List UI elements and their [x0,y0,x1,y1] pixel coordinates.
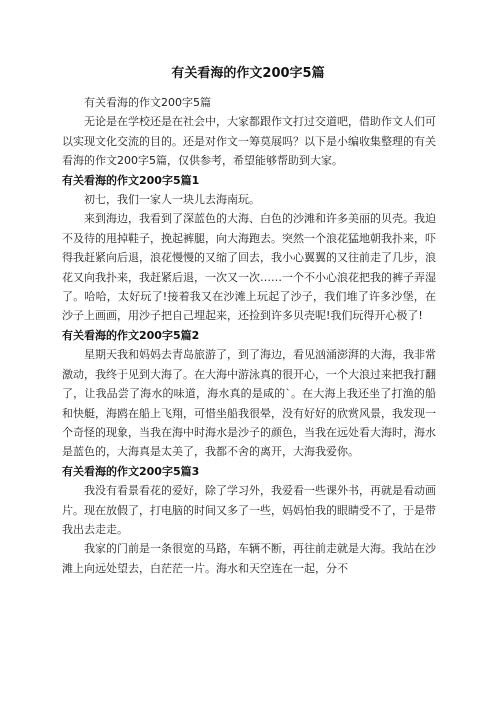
paragraph: 有关看海的作文200字5篇 [84,96,211,109]
paragraph: 来到海边，我看到了深蓝色的大海、白色的沙滩和许多美丽的贝壳。我迫不及待的甩掉鞋子，挽起裤腿，向大海跑去。突然一个浪花猛地朝我扑来，吓得我赶紧向后退，浪花慢慢的又缩了回去，我小心翼翼的又往前走了几步，浪花又向我扑来，我赶紧后退，一次又一次……一个不小心浪花把我的裤子弄湿了。哈哈，太好玩了!接着我又在沙滩上玩起了沙子，我们堆了许多沙堡，在沙子上画画，用沙子把自己埋起来，还捡到许多贝壳呢!我们玩得开心极了! [62,212,436,323]
paragraph: 我没有看景看花的爱好，除了学习外，我爱看一些课外书，再就是看动画片。现在放假了，打电脑的时间又多了一些，妈妈怕我的眼睛受不了，于是带我出去走走。 [62,484,436,536]
section-heading: 有关看海的作文200字5篇1 [62,173,200,187]
paragraph: 星期天我和妈妈去青岛旅游了，到了海边，看见汹涌澎湃的大海，我非常激动，我终于见到大海了。在大海中游泳真的很开心，一个大浪过来把我打翻了，让我品尝了海水的味道，海水真的是咸的`。在大海上我还坐了打渔的船和快艇，海鸥在船上飞翔，可惜坐船我很晕，没有好好的欣赏风景，我发现一个奇怪的现象，当我在海中时海水是沙子的颜色，当我在远处看大海时，海水是蓝色的，大海真是太美了，我都不舍的离开，大海我爱你。 [62,348,436,459]
paragraph: 我家的门前是一条很宽的马路，车辆不断，再往前走就是大海。我站在沙滩上向远处望去，白茫茫一片。海水和天空连在一起，分不 [62,542,436,575]
document-title: 有关看海的作文200字5篇 [171,66,325,81]
document-body [62,93,436,578]
paragraph: 初七，我们一家人一块儿去海南玩。 [84,193,260,207]
paragraph: 无论是在学校还是在社会中，大家都跟作文打过交道吧，借助作文人们可以实现文化交流的目的。还是对作文一筹莫展吗？以下是小编收集整理的有关看海的作文200字5篇，仅供参考，希望能够帮助到大家。 [62,115,436,168]
section-heading: 有关看海的作文200字5篇3 [62,464,200,478]
section-heading: 有关看海的作文200字5篇2 [62,328,200,342]
